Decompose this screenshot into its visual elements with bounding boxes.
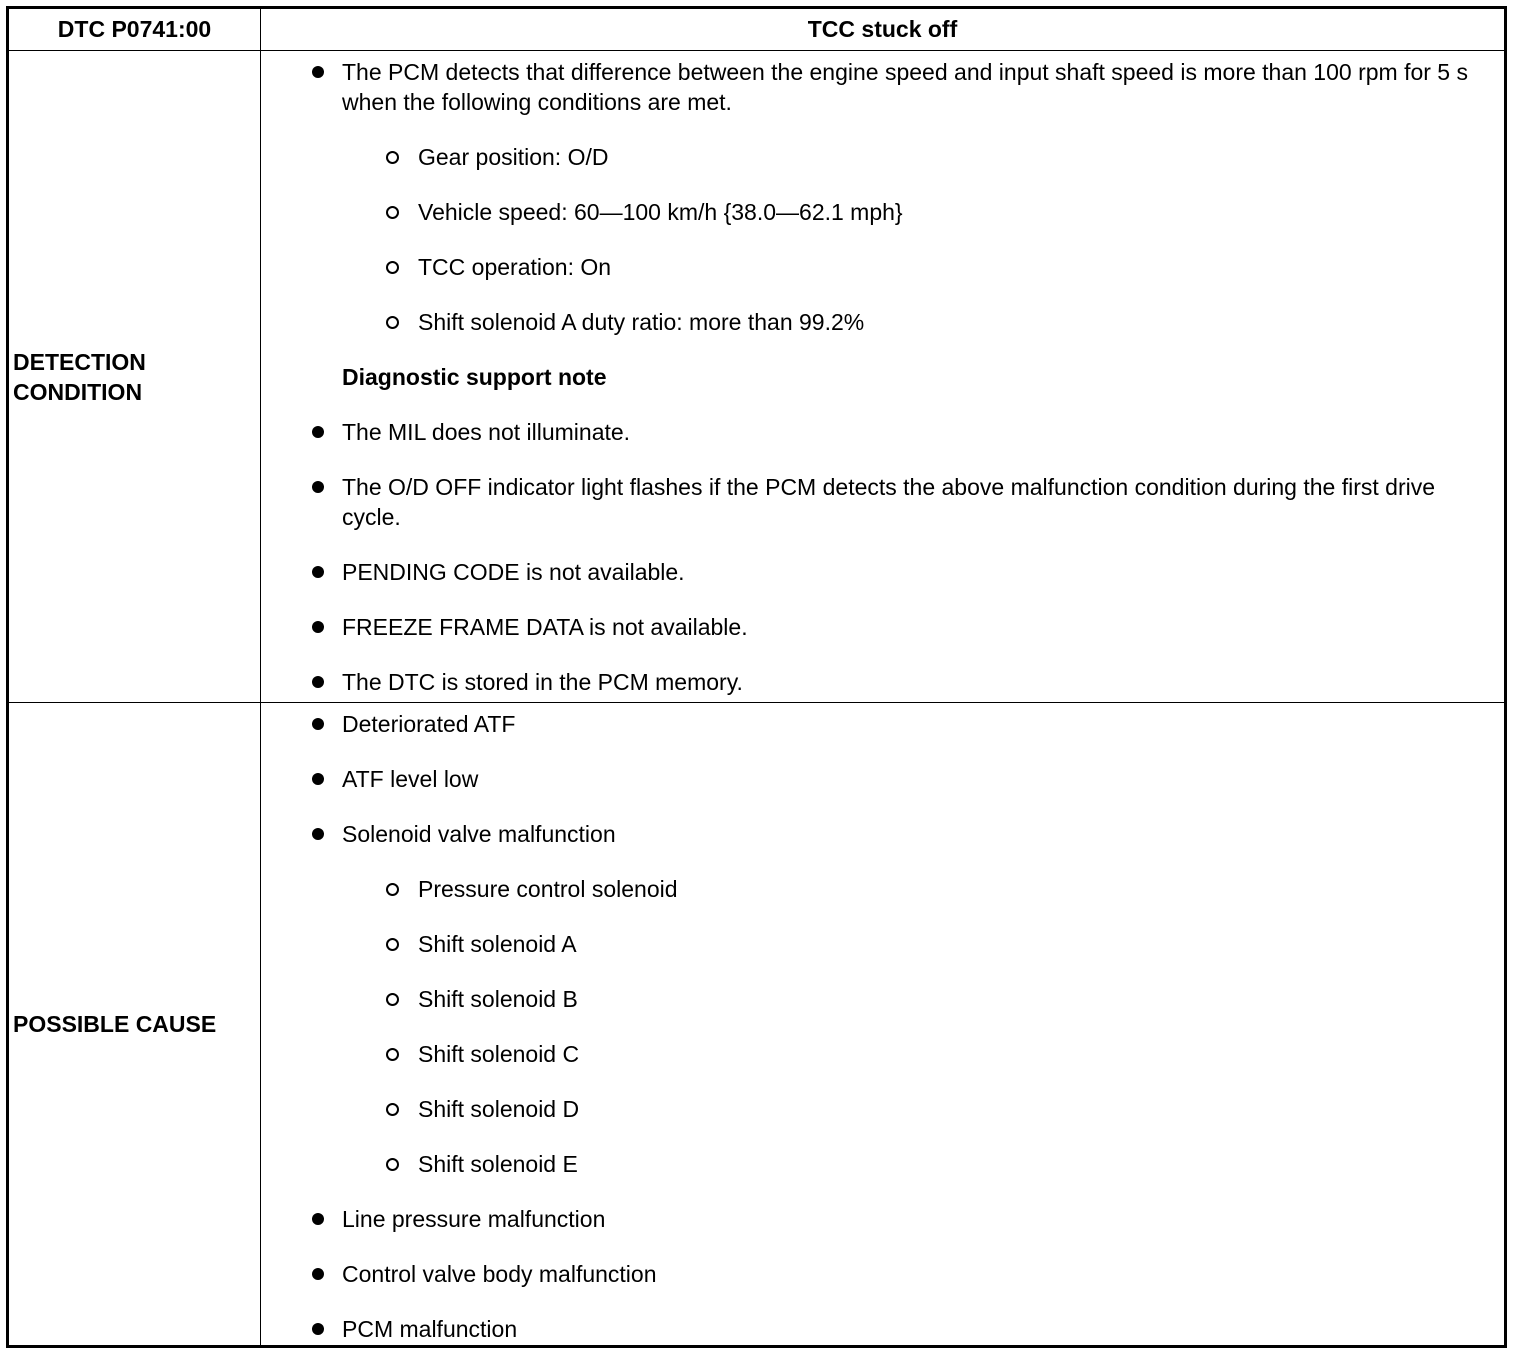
condition-text: Shift solenoid A duty ratio: more than 99.2% (418, 309, 865, 335)
note-heading-text: Diagnostic support note (342, 364, 607, 390)
detection-main-text: The PCM detects that difference between the engine speed and input shaft speed is more than 100 rpm for 5 s when the following conditions are met. (342, 59, 1468, 115)
solenoid-item (261, 1039, 1504, 1069)
solenoid-item (261, 874, 1504, 904)
circle-bullet-icon (386, 151, 399, 164)
note-text: FREEZE FRAME DATA is not available. (342, 614, 748, 640)
solenoid-text: Shift solenoid D (418, 1096, 580, 1122)
condition-item (261, 252, 1504, 282)
possible-cause-label-text: POSSIBLE CAUSE (13, 1011, 217, 1037)
circle-bullet-icon (386, 206, 399, 219)
circle-bullet-icon (386, 1048, 399, 1061)
diagnostic-note-heading (261, 362, 1504, 392)
circle-bullet-icon (386, 993, 399, 1006)
bullet-icon (312, 66, 324, 78)
bullet-icon (312, 566, 324, 578)
circle-bullet-icon (386, 1103, 399, 1116)
detection-label-line1: DETECTION (13, 348, 146, 375)
solenoid-text: Shift solenoid B (418, 986, 578, 1012)
note-item (261, 557, 1504, 587)
condition-item (261, 197, 1504, 227)
cause-text: Solenoid valve malfunction (342, 821, 616, 847)
cause-item (261, 819, 1504, 849)
note-item (261, 612, 1504, 642)
note-text: The DTC is stored in the PCM memory. (342, 669, 743, 695)
cause-item (261, 1259, 1504, 1289)
bullet-icon (312, 621, 324, 633)
bullet-icon (312, 676, 324, 688)
dtc-code: DTC P0741:00 (57, 16, 212, 42)
bullet-icon (312, 1268, 324, 1280)
solenoid-item (261, 1094, 1504, 1124)
bullet-icon (312, 426, 324, 438)
solenoid-text: Shift solenoid C (418, 1041, 580, 1067)
cause-text: Control valve body malfunction (342, 1261, 657, 1287)
note-text: PENDING CODE is not available. (342, 559, 685, 585)
detection-main-item (261, 57, 1504, 119)
solenoid-text: Pressure control solenoid (418, 876, 678, 902)
condition-text: Vehicle speed: 60—100 km/h {38.0—62.1 mph} (418, 199, 903, 225)
note-item (261, 667, 1504, 697)
bullet-icon (312, 718, 324, 730)
cause-item (261, 709, 1504, 739)
detection-condition-label (9, 51, 260, 702)
bullet-icon (312, 773, 324, 785)
bullet-icon (312, 481, 324, 493)
detection-label-line2: CONDITION (13, 378, 143, 405)
circle-bullet-icon (386, 1158, 399, 1171)
cause-item (261, 1204, 1504, 1234)
bullet-icon (312, 828, 324, 840)
circle-bullet-icon (386, 316, 399, 329)
condition-item (261, 307, 1504, 337)
condition-text: Gear position: O/D (418, 144, 609, 170)
cause-item (261, 1314, 1504, 1344)
dtc-title: TCC stuck off (807, 16, 958, 42)
note-item (261, 472, 1504, 534)
solenoid-text: Shift solenoid A (418, 931, 577, 957)
condition-item (261, 142, 1504, 172)
circle-bullet-icon (386, 261, 399, 274)
solenoid-item (261, 929, 1504, 959)
bullet-icon (312, 1323, 324, 1335)
cause-text: Line pressure malfunction (342, 1206, 606, 1232)
cause-text: PCM malfunction (342, 1316, 518, 1342)
circle-bullet-icon (386, 938, 399, 951)
solenoid-item (261, 984, 1504, 1014)
solenoid-text: Shift solenoid E (418, 1151, 578, 1177)
cause-text: Deteriorated ATF (342, 711, 516, 737)
circle-bullet-icon (386, 883, 399, 896)
cause-item (261, 764, 1504, 794)
dtc-table (6, 6, 1507, 1348)
note-text: The O/D OFF indicator light flashes if the PCM detects the above malfunction condition during the first drive cycle. (342, 474, 1436, 530)
cause-text: ATF level low (342, 766, 479, 792)
condition-text: TCC operation: On (418, 254, 612, 280)
bullet-icon (312, 1213, 324, 1225)
note-item (261, 417, 1504, 447)
solenoid-item (261, 1149, 1504, 1179)
possible-cause-label (9, 703, 260, 1345)
note-text: The MIL does not illuminate. (342, 419, 631, 445)
